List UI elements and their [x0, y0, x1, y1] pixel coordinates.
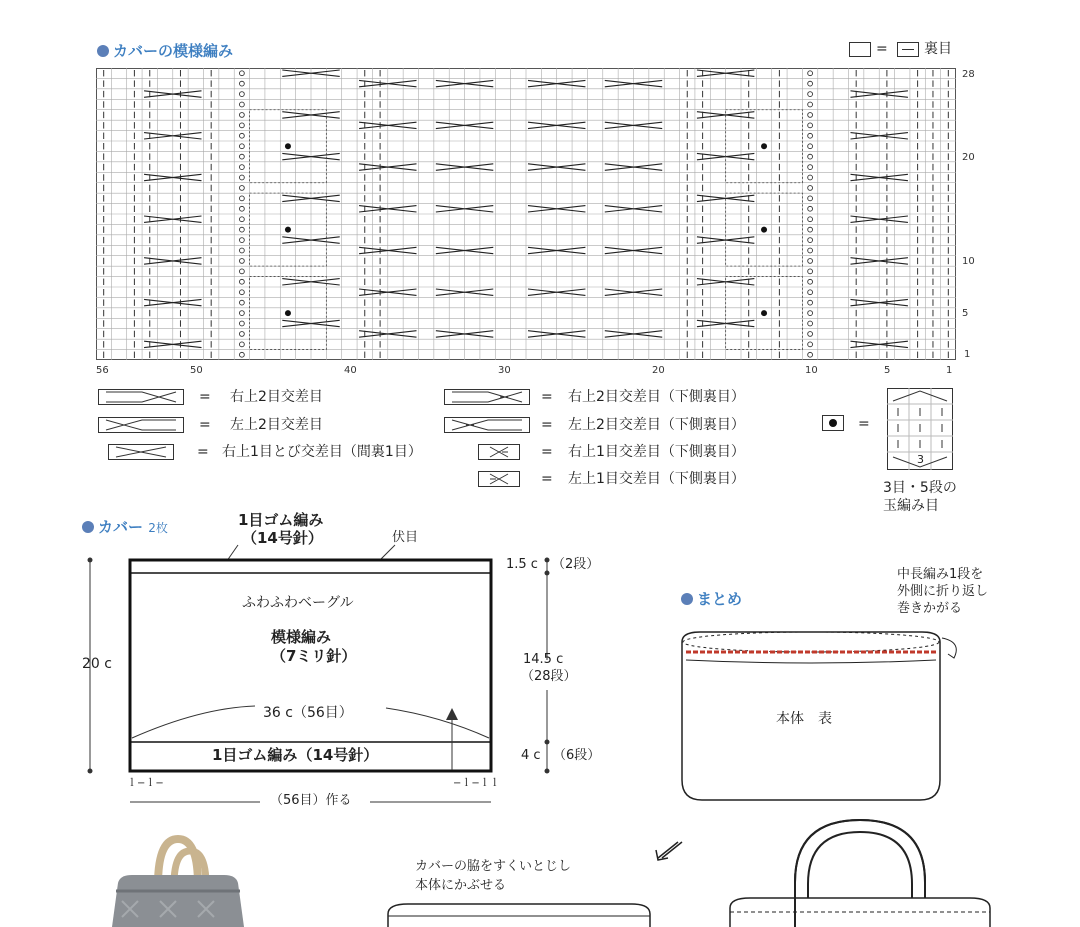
legend-eq-6: = — [541, 444, 553, 460]
knitting-chart-grid — [96, 68, 956, 363]
rib-top-label-1: 1目ゴム編み — [238, 511, 324, 529]
finished-bag-diagram — [720, 812, 1010, 927]
legend-label-2: 左上2目交差目 — [230, 417, 323, 433]
cable-1x1-left-purl-symbol — [478, 471, 520, 487]
bullet-icon — [82, 521, 94, 533]
bottom-band-rows: （6段） — [553, 748, 601, 763]
legend-eq-1: = — [199, 389, 211, 405]
col-label-40: 40 — [344, 365, 357, 376]
assembly-note-2: 外側に折り返し — [897, 584, 989, 599]
purl-cell-symbol — [897, 42, 919, 57]
width-label: 36 c（56目） — [263, 705, 353, 721]
legend-eq-5: = — [541, 417, 553, 433]
rib-bottom-label: 1目ゴム編み（14号針） — [212, 746, 379, 764]
legend-eq-7: = — [541, 471, 553, 487]
pattern-label-2: （7ミリ針） — [271, 647, 357, 665]
top-band-rows: （2段） — [552, 557, 600, 572]
col-label-5: 5 — [884, 365, 891, 376]
legend-label-1: 右上2目交差目 — [230, 389, 323, 405]
legend-label-7: 左上1目交差目（下側裏目） — [568, 471, 745, 487]
row-label-28: 28 — [962, 69, 975, 80]
cable-1-skip-symbol — [108, 444, 174, 460]
assembly-note-3: 巻きかがる — [897, 601, 963, 616]
col-label-30: 30 — [498, 365, 511, 376]
row-label-10: 10 — [962, 256, 975, 267]
legend-label-4: 右上2目交差目（下側裏目） — [568, 389, 745, 405]
blank-cell-symbol — [849, 42, 871, 57]
bobble-mark — [285, 143, 291, 149]
middle-height-label: 14.5 c — [523, 652, 564, 667]
bobble-symbol — [822, 415, 844, 431]
cable-2x2-left-purl-symbol — [444, 417, 530, 433]
key-equals: = — [876, 41, 888, 57]
cover-sewn-diagram — [380, 896, 660, 927]
bobble-caption-2: 玉編み目 — [883, 498, 939, 514]
row-label-20: 20 — [962, 152, 975, 163]
double-arrow-icon — [654, 838, 688, 864]
legend-label-5: 左上2目交差目（下側裏目） — [568, 417, 745, 433]
rib-mark-right: −ｌ−ｌｌ — [453, 778, 500, 789]
bobble-number: 3 — [917, 453, 924, 466]
bobble-mark — [761, 143, 767, 149]
col-label-50: 50 — [190, 365, 203, 376]
legend-label-3: 右上1目とび交差目（間裏1目） — [222, 444, 422, 460]
assembly-section-title: まとめ — [681, 592, 742, 607]
bullet-icon — [97, 45, 109, 57]
legend-eq-4: = — [541, 389, 553, 405]
bobble-eq: = — [858, 416, 870, 432]
height-total-label: 20 c — [82, 656, 112, 672]
cover-section-title: カバー 2枚 — [82, 520, 168, 535]
bobble-mark — [761, 310, 767, 316]
brand-label: ふわふわベーグル — [242, 595, 354, 611]
bullet-icon — [681, 593, 693, 605]
col-label-20: 20 — [652, 365, 665, 376]
bobble-mark — [761, 227, 767, 233]
pattern-label-1: 模様編み — [271, 628, 332, 646]
bind-off-label: 伏目 — [392, 530, 419, 545]
cable-2x2-right-purl-symbol — [444, 389, 530, 405]
cable-2x2-left-symbol — [98, 417, 184, 433]
row-label-5: 5 — [962, 308, 969, 319]
middle-rows-label: （28段） — [521, 669, 577, 684]
top-band-label: 1.5 c — [506, 557, 538, 572]
bottom-note-1: カバーの脇をすくいとじし — [415, 859, 572, 874]
bobble-caption-1: 3目・5段の — [883, 480, 957, 496]
cast-on-label: （56目）作る — [270, 793, 352, 808]
assembly-note-1: 中長編み1段を — [897, 567, 984, 582]
col-label-10: 10 — [805, 365, 818, 376]
bottom-band-label: 4 c — [521, 748, 541, 763]
body-label: 本体 表 — [776, 711, 832, 727]
cable-2x2-right-symbol — [98, 389, 184, 405]
legend-eq-3: = — [197, 444, 209, 460]
cover-count: 2枚 — [148, 521, 168, 535]
cover-schematic — [80, 540, 550, 815]
bag-photo — [100, 825, 250, 927]
row-label-1: 1 — [964, 349, 971, 360]
bobble-mark — [285, 310, 291, 316]
bobble-mark — [285, 227, 291, 233]
col-label-56: 56 — [96, 365, 109, 376]
bottom-note-2: 本体にかぶせる — [415, 878, 507, 893]
chart-section-title: カバーの模様編み — [97, 44, 233, 59]
legend-label-6: 右上1目交差目（下側裏目） — [568, 444, 745, 460]
cable-1x1-right-purl-symbol — [478, 444, 520, 460]
legend-eq-2: = — [199, 417, 211, 433]
col-label-1: 1 — [946, 365, 953, 376]
rib-mark-left: ｌ−ｌ− — [127, 778, 164, 789]
rib-top-label-2: （14号針） — [242, 529, 323, 547]
purl-label: 裏目 — [924, 41, 952, 57]
